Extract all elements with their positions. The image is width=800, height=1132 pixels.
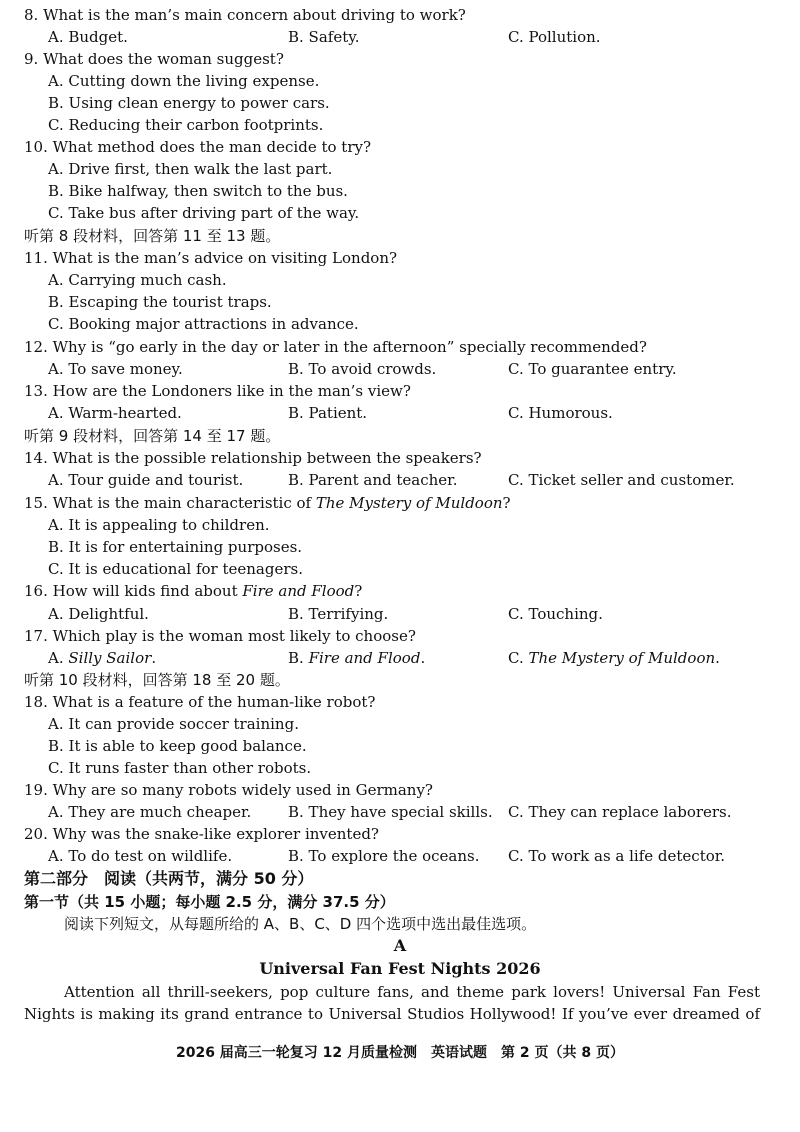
option-a: A. Cutting down the living expense. xyxy=(48,72,320,90)
section-9-heading: 听第 9 段材料，回答第 14 至 17 题。 xyxy=(24,427,281,445)
question-mark: ? xyxy=(502,494,511,512)
part-2-title: 第二部分 阅读（共两节，满分 50 分） xyxy=(24,869,314,888)
option-b: B. Terrifying. xyxy=(288,605,389,623)
question-19-options xyxy=(0,801,800,823)
question-13-options xyxy=(0,402,800,424)
option-a: A. Warm-hearted. xyxy=(48,404,182,422)
option-b: B. Safety. xyxy=(288,28,360,46)
question-14-options xyxy=(0,469,800,491)
option-b: B. To avoid crowds. xyxy=(288,360,437,378)
option-letter: A. xyxy=(48,649,69,667)
option-a: A. To do test on wildlife. xyxy=(48,847,233,865)
option-b: B. Escaping the tourist traps. xyxy=(48,293,272,311)
option-a xyxy=(48,647,156,669)
question-12-options xyxy=(0,358,800,380)
question-15-text: 15. What is the main characteristic of xyxy=(24,494,316,512)
page-footer: 2026 届高三一轮复习 12 月质量检测 英语试题 第 2 页（共 8 页） xyxy=(175,1045,625,1061)
option-c: C. They can replace laborers. xyxy=(508,803,732,821)
option-b: B. Parent and teacher. xyxy=(288,471,458,489)
question-20: 20. Why was the snake-like explorer invented? xyxy=(24,825,379,843)
question-9: 9. What does the woman suggest? xyxy=(24,50,284,68)
reading-instruction: 阅读下列短文，从每题所给的 A、B、C、D 四个选项中选出最佳选项。 xyxy=(64,915,537,933)
play-title: Fire and Flood xyxy=(242,582,355,600)
question-17-options xyxy=(0,647,800,669)
question-mark: ? xyxy=(354,582,363,600)
option-a: A. Tour guide and tourist. xyxy=(48,471,244,489)
option-a: A. Budget. xyxy=(48,28,128,46)
question-16-options xyxy=(0,603,800,625)
option-a: A. Carrying much cash. xyxy=(48,271,227,289)
option-b xyxy=(288,647,425,669)
question-13: 13. How are the Londoners like in the man’s view? xyxy=(24,382,411,400)
passage-letter: A xyxy=(393,936,407,955)
passage-line-1: Attention all thrill-seekers, pop culture fans, and theme park lovers! Universal Fan Fest xyxy=(64,983,760,1001)
option-a: A. It is appealing to children. xyxy=(48,516,270,534)
play-title: Fire and Flood xyxy=(308,649,421,667)
option-b: B. Using clean energy to power cars. xyxy=(48,94,330,112)
option-b: B. It is for entertaining purposes. xyxy=(48,538,303,556)
question-20-options xyxy=(0,845,800,867)
option-b: B. It is able to keep good balance. xyxy=(48,737,307,755)
question-15 xyxy=(0,492,800,514)
play-title: The Mystery of Muldoon xyxy=(315,494,503,512)
option-letter: B. xyxy=(288,649,309,667)
option-b: B. Bike halfway, then switch to the bus. xyxy=(48,182,348,200)
question-16-text: 16. How will kids find about xyxy=(24,582,243,600)
option-c: C. Take bus after driving part of the way. xyxy=(48,204,360,222)
passage-line-2: Nights is making its grand entrance to Universal Studios Hollywood! If you’ve ever dreamed of xyxy=(24,1005,760,1023)
period: . xyxy=(420,649,426,667)
question-17: 17. Which play is the woman most likely to choose? xyxy=(24,627,416,645)
question-12: 12. Why is “go early in the day or later in the afternoon” specially recommended? xyxy=(24,338,647,356)
option-c: C. Pollution. xyxy=(508,28,601,46)
option-c: C. Humorous. xyxy=(508,404,613,422)
option-a: A. Delightful. xyxy=(48,605,149,623)
option-c: C. It is educational for teenagers. xyxy=(48,560,303,578)
option-c: C. To guarantee entry. xyxy=(508,360,677,378)
option-a: A. They are much cheaper. xyxy=(48,803,252,821)
option-letter: C. xyxy=(508,649,529,667)
question-16 xyxy=(0,580,800,602)
option-c: C. Booking major attractions in advance. xyxy=(48,315,359,333)
option-b: B. They have special skills. xyxy=(288,803,493,821)
option-c: C. To work as a life detector. xyxy=(508,847,726,865)
question-8: 8. What is the man’s main concern about driving to work? xyxy=(24,6,466,24)
option-a: A. To save money. xyxy=(48,360,183,378)
question-11: 11. What is the man’s advice on visiting London? xyxy=(24,249,398,267)
passage-title: Universal Fan Fest Nights 2026 xyxy=(259,959,541,978)
option-c: C. It runs faster than other robots. xyxy=(48,759,312,777)
play-title: Silly Sailor xyxy=(68,649,152,667)
section-8-heading: 听第 8 段材料，回答第 11 至 13 题。 xyxy=(24,227,281,245)
play-title: The Mystery of Muldoon xyxy=(528,649,716,667)
option-b: B. Patient. xyxy=(288,404,368,422)
option-c xyxy=(508,647,720,669)
option-c: C. Touching. xyxy=(508,605,603,623)
option-b: B. To explore the oceans. xyxy=(288,847,480,865)
option-c: C. Reducing their carbon footprints. xyxy=(48,116,324,134)
question-18: 18. What is a feature of the human-like robot? xyxy=(24,693,376,711)
question-8-options xyxy=(0,26,800,48)
option-a: A. Drive first, then walk the last part. xyxy=(48,160,333,178)
question-14: 14. What is the possible relationship between the speakers? xyxy=(24,449,482,467)
question-19: 19. Why are so many robots widely used in Germany? xyxy=(24,781,433,799)
part-2-section-1: 第一节（共 15 小题；每小题 2.5 分，满分 37.5 分） xyxy=(24,893,395,911)
section-10-heading: 听第 10 段材料，回答第 18 至 20 题。 xyxy=(24,671,290,689)
period: . xyxy=(715,649,720,667)
period: . xyxy=(151,649,157,667)
option-a: A. It can provide soccer training. xyxy=(48,715,299,733)
option-c: C. Ticket seller and customer. xyxy=(508,471,735,489)
question-10: 10. What method does the man decide to try? xyxy=(24,138,371,156)
